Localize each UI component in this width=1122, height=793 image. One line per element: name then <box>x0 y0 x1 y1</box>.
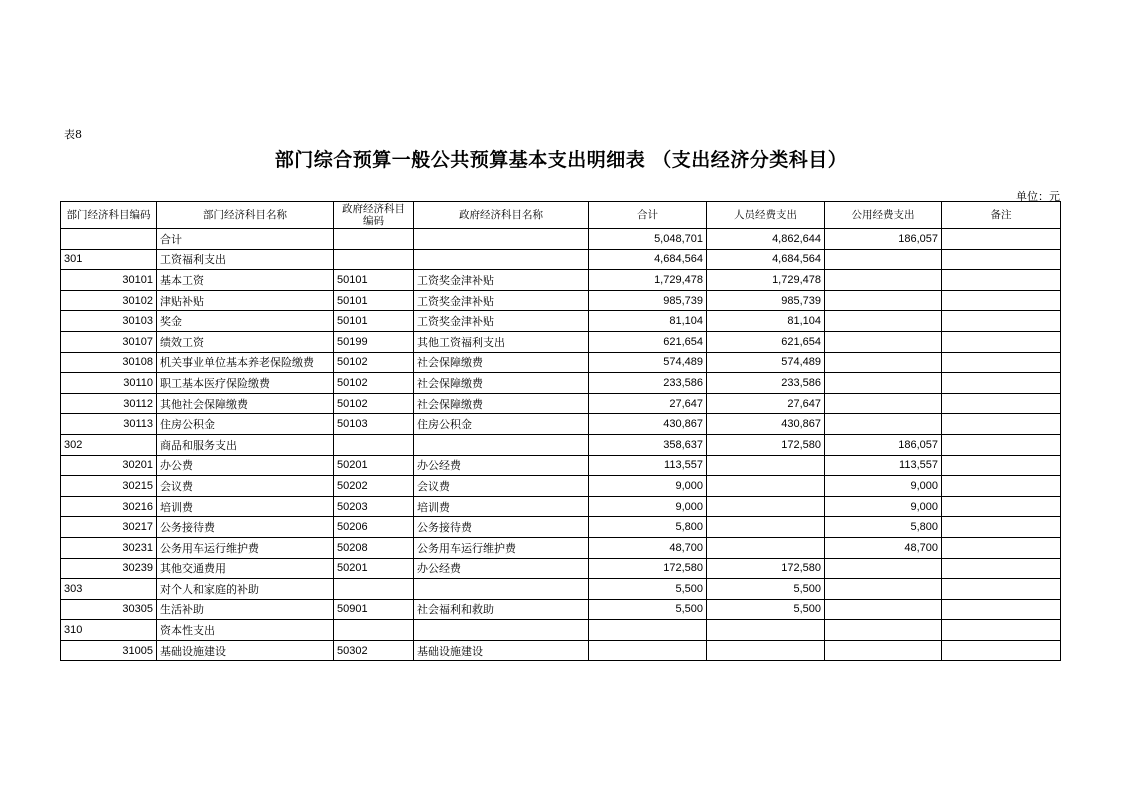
table-row <box>61 496 1061 517</box>
dept-name-cell: 津贴补贴 <box>157 290 334 311</box>
gov-code-cell: 50102 <box>334 352 414 373</box>
note-cell <box>942 373 1061 394</box>
public-cell: 113,557 <box>825 455 942 476</box>
gov-code-cell: 50101 <box>334 290 414 311</box>
dept-name-cell: 商品和服务支出 <box>157 434 334 455</box>
public-cell <box>825 311 942 332</box>
personnel-cell <box>707 640 825 661</box>
total-cell: 358,637 <box>589 434 707 455</box>
dept-code-cell <box>61 229 157 250</box>
table-row <box>61 414 1061 435</box>
gov-name-cell: 基础设施建设 <box>414 640 589 661</box>
note-cell <box>942 434 1061 455</box>
gov-code-cell: 50103 <box>334 414 414 435</box>
personnel-cell: 81,104 <box>707 311 825 332</box>
table-row <box>61 640 1061 661</box>
dept-code-cell: 30108 <box>61 352 157 373</box>
gov-name-cell: 公务用车运行维护费 <box>414 537 589 558</box>
note-cell <box>942 640 1061 661</box>
gov-code-cell <box>334 579 414 600</box>
public-cell <box>825 558 942 579</box>
public-cell <box>825 270 942 291</box>
gov-name-cell <box>414 229 589 250</box>
personnel-cell: 574,489 <box>707 352 825 373</box>
dept-code-cell: 30215 <box>61 476 157 497</box>
note-cell <box>942 270 1061 291</box>
note-cell <box>942 579 1061 600</box>
table-row <box>61 311 1061 332</box>
note-cell <box>942 331 1061 352</box>
public-cell <box>825 640 942 661</box>
table-row <box>61 270 1061 291</box>
public-cell <box>825 352 942 373</box>
gov-code-cell: 50206 <box>334 517 414 538</box>
dept-code-cell: 301 <box>61 249 157 270</box>
table-row <box>61 599 1061 620</box>
gov-code-cell: 50102 <box>334 393 414 414</box>
gov-name-cell: 住房公积金 <box>414 414 589 435</box>
total-cell: 5,500 <box>589 579 707 600</box>
dept-code-cell: 310 <box>61 620 157 641</box>
gov-name-cell <box>414 434 589 455</box>
total-cell: 985,739 <box>589 290 707 311</box>
dept-name-cell: 工资福利支出 <box>157 249 334 270</box>
personnel-cell: 5,500 <box>707 599 825 620</box>
note-cell <box>942 599 1061 620</box>
dept-name-cell: 公务接待费 <box>157 517 334 538</box>
dept-code-cell: 30113 <box>61 414 157 435</box>
gov-name-cell: 公务接待费 <box>414 517 589 538</box>
dept-name-cell: 奖金 <box>157 311 334 332</box>
table-row <box>61 476 1061 497</box>
dept-name-cell: 培训费 <box>157 496 334 517</box>
dept-code-cell: 30305 <box>61 599 157 620</box>
gov-code-cell: 50202 <box>334 476 414 497</box>
dept-code-cell: 303 <box>61 579 157 600</box>
budget-detail-table <box>60 201 1061 661</box>
public-cell <box>825 249 942 270</box>
public-cell <box>825 620 942 641</box>
table-row <box>61 455 1061 476</box>
dept-name-cell: 其他交通费用 <box>157 558 334 579</box>
table-row <box>61 434 1061 455</box>
personnel-cell: 172,580 <box>707 558 825 579</box>
note-cell <box>942 476 1061 497</box>
public-cell: 9,000 <box>825 496 942 517</box>
gov-name-cell: 社会保障缴费 <box>414 373 589 394</box>
total-cell <box>589 620 707 641</box>
gov-code-cell: 50101 <box>334 270 414 291</box>
dept-name-cell: 对个人和家庭的补助 <box>157 579 334 600</box>
dept-code-cell: 302 <box>61 434 157 455</box>
public-cell <box>825 331 942 352</box>
total-cell: 48,700 <box>589 537 707 558</box>
total-cell: 5,048,701 <box>589 229 707 250</box>
gov-name-cell: 社会保障缴费 <box>414 352 589 373</box>
gov-name-cell: 工资奖金津补贴 <box>414 270 589 291</box>
personnel-cell: 1,729,478 <box>707 270 825 291</box>
public-cell <box>825 393 942 414</box>
public-cell <box>825 290 942 311</box>
dept-name-cell: 资本性支出 <box>157 620 334 641</box>
dept-code-cell: 30231 <box>61 537 157 558</box>
gov-code-cell: 50302 <box>334 640 414 661</box>
public-cell <box>825 579 942 600</box>
dept-code-cell: 30201 <box>61 455 157 476</box>
note-cell <box>942 455 1061 476</box>
dept-code-cell: 30103 <box>61 311 157 332</box>
personnel-cell <box>707 620 825 641</box>
total-cell <box>589 640 707 661</box>
total-cell: 4,684,564 <box>589 249 707 270</box>
personnel-cell: 985,739 <box>707 290 825 311</box>
header-public: 公用经费支出 <box>825 202 942 229</box>
note-cell <box>942 352 1061 373</box>
total-cell: 5,500 <box>589 599 707 620</box>
dept-name-cell: 基本工资 <box>157 270 334 291</box>
unit-label: 单位：元 <box>1016 190 1060 203</box>
gov-name-cell: 办公经费 <box>414 558 589 579</box>
table-row <box>61 517 1061 538</box>
dept-name-cell: 公务用车运行维护费 <box>157 537 334 558</box>
personnel-cell: 4,684,564 <box>707 249 825 270</box>
total-cell: 27,647 <box>589 393 707 414</box>
table-row <box>61 537 1061 558</box>
total-cell: 9,000 <box>589 476 707 497</box>
gov-name-cell: 培训费 <box>414 496 589 517</box>
table-row <box>61 249 1061 270</box>
table-row <box>61 579 1061 600</box>
public-cell: 5,800 <box>825 517 942 538</box>
note-cell <box>942 249 1061 270</box>
dept-code-cell: 30216 <box>61 496 157 517</box>
table-row <box>61 352 1061 373</box>
gov-name-cell: 会议费 <box>414 476 589 497</box>
table-row <box>61 229 1061 250</box>
total-cell: 81,104 <box>589 311 707 332</box>
dept-name-cell: 绩效工资 <box>157 331 334 352</box>
total-cell: 574,489 <box>589 352 707 373</box>
total-cell: 621,654 <box>589 331 707 352</box>
public-cell <box>825 373 942 394</box>
personnel-cell <box>707 537 825 558</box>
total-cell: 233,586 <box>589 373 707 394</box>
personnel-cell <box>707 455 825 476</box>
gov-code-cell: 50201 <box>334 455 414 476</box>
table-row <box>61 290 1061 311</box>
personnel-cell: 4,862,644 <box>707 229 825 250</box>
gov-code-cell <box>334 434 414 455</box>
header-note: 备注 <box>942 202 1061 229</box>
gov-code-cell <box>334 620 414 641</box>
table-header-row <box>61 202 1061 229</box>
gov-name-cell: 工资奖金津补贴 <box>414 311 589 332</box>
note-cell <box>942 414 1061 435</box>
note-cell <box>942 558 1061 579</box>
dept-name-cell: 生活补助 <box>157 599 334 620</box>
total-cell: 5,800 <box>589 517 707 538</box>
gov-code-cell <box>334 229 414 250</box>
total-cell: 430,867 <box>589 414 707 435</box>
personnel-cell: 5,500 <box>707 579 825 600</box>
dept-name-cell: 合计 <box>157 229 334 250</box>
dept-name-cell: 住房公积金 <box>157 414 334 435</box>
public-cell: 186,057 <box>825 229 942 250</box>
dept-code-cell: 30239 <box>61 558 157 579</box>
gov-name-cell: 办公经费 <box>414 455 589 476</box>
personnel-cell: 621,654 <box>707 331 825 352</box>
table-row <box>61 373 1061 394</box>
header-dept-name: 部门经济科目名称 <box>157 202 334 229</box>
gov-name-cell <box>414 249 589 270</box>
gov-code-cell: 50201 <box>334 558 414 579</box>
dept-name-cell: 会议费 <box>157 476 334 497</box>
gov-name-cell: 社会保障缴费 <box>414 393 589 414</box>
note-cell <box>942 537 1061 558</box>
public-cell: 9,000 <box>825 476 942 497</box>
dept-code-cell: 30101 <box>61 270 157 291</box>
gov-code-cell: 50901 <box>334 599 414 620</box>
gov-name-cell <box>414 579 589 600</box>
public-cell: 48,700 <box>825 537 942 558</box>
gov-code-cell: 50102 <box>334 373 414 394</box>
personnel-cell <box>707 496 825 517</box>
dept-code-cell: 30217 <box>61 517 157 538</box>
personnel-cell: 430,867 <box>707 414 825 435</box>
public-cell <box>825 599 942 620</box>
gov-code-cell: 50203 <box>334 496 414 517</box>
dept-code-cell: 30102 <box>61 290 157 311</box>
note-cell <box>942 496 1061 517</box>
dept-name-cell: 基础设施建设 <box>157 640 334 661</box>
note-cell <box>942 393 1061 414</box>
total-cell: 1,729,478 <box>589 270 707 291</box>
dept-name-cell: 职工基本医疗保险缴费 <box>157 373 334 394</box>
dept-code-cell: 30107 <box>61 331 157 352</box>
dept-name-cell: 其他社会保障缴费 <box>157 393 334 414</box>
dept-code-cell: 30112 <box>61 393 157 414</box>
total-cell: 113,557 <box>589 455 707 476</box>
personnel-cell: 172,580 <box>707 434 825 455</box>
personnel-cell: 27,647 <box>707 393 825 414</box>
header-dept-code: 部门经济科目编码 <box>61 202 157 229</box>
table-number-label: 表8 <box>64 128 82 141</box>
dept-name-cell: 机关事业单位基本养老保险缴费 <box>157 352 334 373</box>
note-cell <box>942 229 1061 250</box>
dept-code-cell: 31005 <box>61 640 157 661</box>
gov-code-cell: 50208 <box>334 537 414 558</box>
gov-name-cell <box>414 620 589 641</box>
gov-code-cell <box>334 249 414 270</box>
total-cell: 172,580 <box>589 558 707 579</box>
public-cell: 186,057 <box>825 434 942 455</box>
header-total: 合计 <box>589 202 707 229</box>
gov-name-cell: 其他工资福利支出 <box>414 331 589 352</box>
page-title: 部门综合预算一般公共预算基本支出明细表 （支出经济分类科目） <box>274 149 848 171</box>
dept-name-cell: 办公费 <box>157 455 334 476</box>
dept-code-cell: 30110 <box>61 373 157 394</box>
public-cell <box>825 414 942 435</box>
personnel-cell <box>707 476 825 497</box>
note-cell <box>942 620 1061 641</box>
gov-code-cell: 50199 <box>334 331 414 352</box>
gov-name-cell: 工资奖金津补贴 <box>414 290 589 311</box>
table-row <box>61 331 1061 352</box>
note-cell <box>942 290 1061 311</box>
gov-code-cell: 50101 <box>334 311 414 332</box>
total-cell: 9,000 <box>589 496 707 517</box>
table-row <box>61 393 1061 414</box>
header-gov-name: 政府经济科目名称 <box>414 202 589 229</box>
note-cell <box>942 311 1061 332</box>
table-row <box>61 558 1061 579</box>
header-personnel: 人员经费支出 <box>707 202 825 229</box>
header-gov-code: 政府经济科目编码 <box>334 202 414 229</box>
personnel-cell: 233,586 <box>707 373 825 394</box>
gov-name-cell: 社会福利和救助 <box>414 599 589 620</box>
table-row <box>61 620 1061 641</box>
personnel-cell <box>707 517 825 538</box>
note-cell <box>942 517 1061 538</box>
